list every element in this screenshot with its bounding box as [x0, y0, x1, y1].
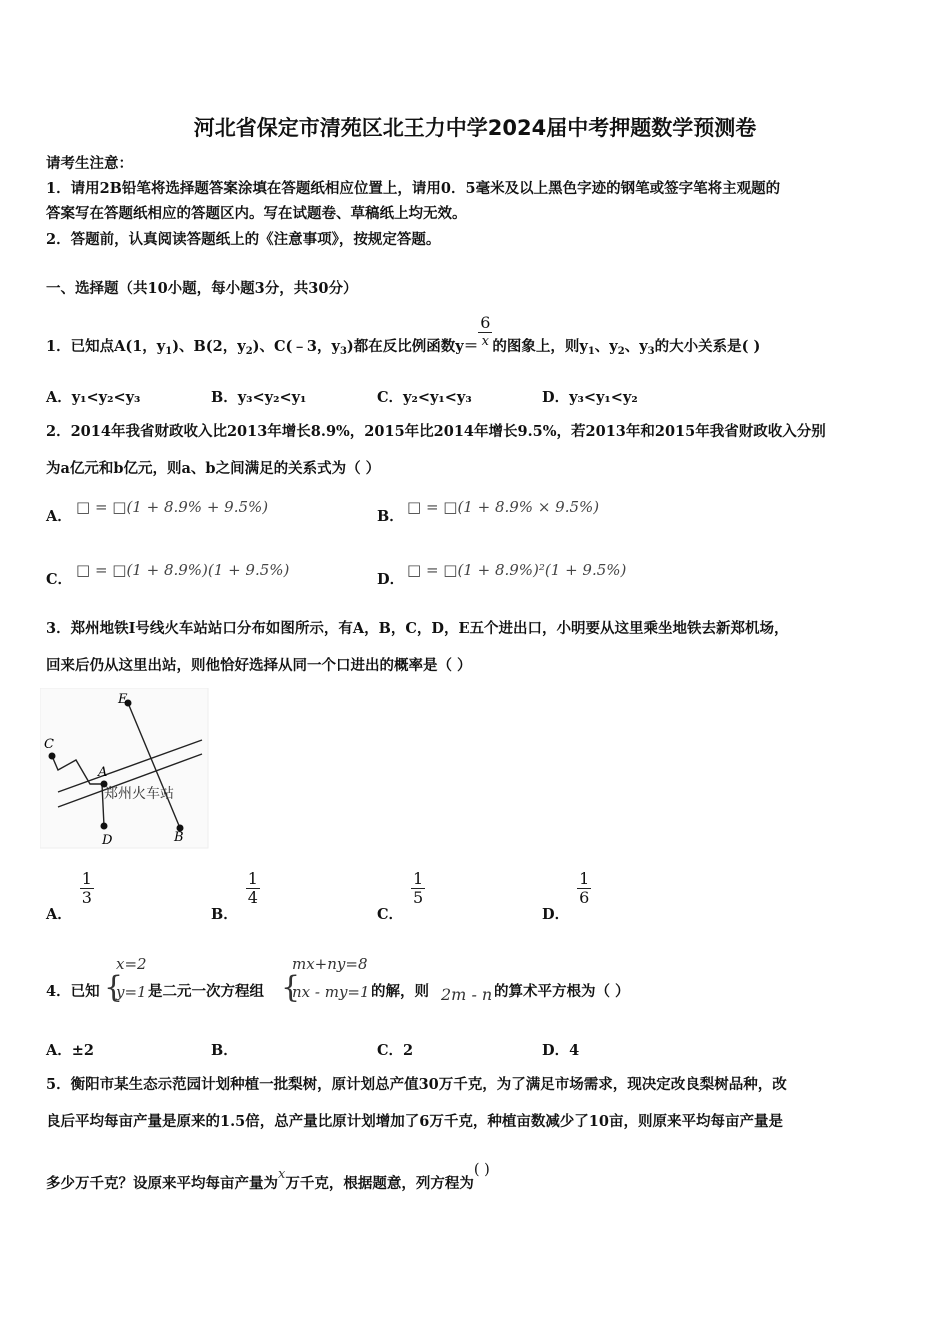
system-1-top: x=2 [116, 955, 147, 973]
q1-option-a: A．y₁<y₂<y₃ [46, 389, 141, 406]
question-2-line-1: 2．2014年我省财政收入比2013年增长8.9%，2015年比2014年增长9.5%，若2013年和2015年我省财政收入分别 [46, 423, 826, 440]
question-5-line-1: 5．衡阳市某生态示范园计划种植一批梨树，原计划总产值30万千克，为了满足市场需求，现决定改良梨树品种，改 [46, 1076, 787, 1093]
q4-option-d: D．4 [542, 1042, 580, 1059]
q3-option-d: D． $\frac{1}{6}$ [542, 869, 590, 923]
section-heading: 一、选择题（共10小题，每小题3分，共30分） [46, 280, 358, 297]
notice-heading: 请考生注意： [46, 155, 133, 172]
expression-2m-minus-n: 2m - n [441, 985, 493, 1004]
q1-option-d: D．y₃<y₁<y₂ [542, 389, 638, 406]
question-4-post-1: 的解，则 [371, 983, 429, 1000]
question-5-line-3: 多少万千克？设原来平均每亩产量为x万千克，根据题意，列方程为( ) [46, 1162, 490, 1192]
label-c: C [44, 737, 54, 752]
exit-c-point [49, 753, 56, 760]
q2-option-b-expr: □ = □(1 + 8.9% × 9.5%) [407, 498, 600, 516]
brace-left-1: { [104, 970, 124, 1005]
system-2-bottom: nx - my=1 [292, 983, 370, 1001]
brace-left-2: { [281, 970, 301, 1005]
q2-option-a-label: A． [46, 508, 72, 525]
q2-option-c-expr: □ = □(1 + 8.9%)(1 + 9.5%) [76, 561, 290, 579]
q4-option-b: B． [211, 1042, 238, 1059]
station-exit-figure [40, 688, 210, 850]
label-a: A [98, 765, 108, 780]
notice-line-3: 2．答题前，认真阅读答题纸上的《注意事项》，按规定答题。 [46, 231, 441, 248]
system-1-bottom: y=1 [116, 983, 147, 1001]
question-4-prefix: 4．已知 [46, 983, 100, 1000]
q3-option-a: A． $\frac{1}{3}$ [46, 869, 92, 923]
q1-option-b: B．y₃<y₂<y₁ [211, 389, 307, 406]
fraction-6-over-x: $\frac{6}{x}$ [480, 313, 491, 349]
q4-option-c: C．2 [377, 1042, 414, 1059]
question-5-line-2: 良后平均每亩产量是原来的1.5倍，总产量比原计划增加了6万千克，种植亩数减少了10亩，则原来平均每亩产量是 [46, 1113, 783, 1130]
notice-line-2: 答案写在答题纸相应的答题区内。写在试题卷、草稿纸上均无效。 [46, 205, 467, 222]
label-e: E [118, 692, 128, 707]
q2-option-a-expr: □ = □(1 + 8.9% + 9.5%) [76, 498, 269, 516]
q2-option-b-label: B． [377, 508, 404, 525]
q1-option-c: C．y₂<y₁<y₃ [377, 389, 472, 406]
q3-option-b: B． $\frac{1}{4}$ [211, 869, 258, 923]
q2-option-d-expr: □ = □(1 + 8.9%)²(1 + 9.5%) [407, 561, 627, 579]
question-4-mid: 是二元一次方程组 [148, 983, 264, 1000]
system-2-top: mx+ny=8 [292, 955, 368, 973]
page-title: 河北省保定市清苑区北王力中学2024届中考押题数学预测卷 [193, 116, 757, 140]
station-label: 郑州火车站 [104, 786, 174, 802]
question-2-line-2: 为a亿元和b亿元，则a、b之间满足的关系式为（ ） [46, 460, 381, 477]
question-1: 1．已知点A(1，$y_1$)、B(2，$y_2$)、C(﹣3，$y_3$)都在反比例函数y＝ $\frac{6}{x}$ 的图象上，则$y_1$、$y_2$、$y_3$的大小关系是( ) [46, 313, 761, 357]
q4-option-a: A．±2 [46, 1042, 94, 1059]
q3-option-c: C． $\frac{1}{5}$ [377, 869, 424, 923]
notice-line-1: 1．请用2B铅笔将选择题答案涂填在答题纸相应位置上，请用0．5毫米及以上黑色字迹的钢笔或签字笔将主观题的 [46, 180, 781, 197]
q2-option-c-label: C． [46, 571, 73, 588]
question-4-post-2: 的算术平方根为（ ） [494, 983, 630, 1000]
q2-option-d-label: D． [377, 571, 405, 588]
exit-d-point [101, 823, 108, 830]
question-3-line-1: 3．郑州地铁Ⅰ号线火车站站口分布如图所示，有A，B，C，D，E五个进出口，小明要从这里乘坐地铁去新郑机场， [46, 620, 789, 637]
question-3-line-2: 回来后仍从这里出站，则他恰好选择从同一个口进出的概率是（ ） [46, 657, 472, 674]
label-d: D [102, 833, 113, 848]
label-b: B [174, 830, 184, 845]
